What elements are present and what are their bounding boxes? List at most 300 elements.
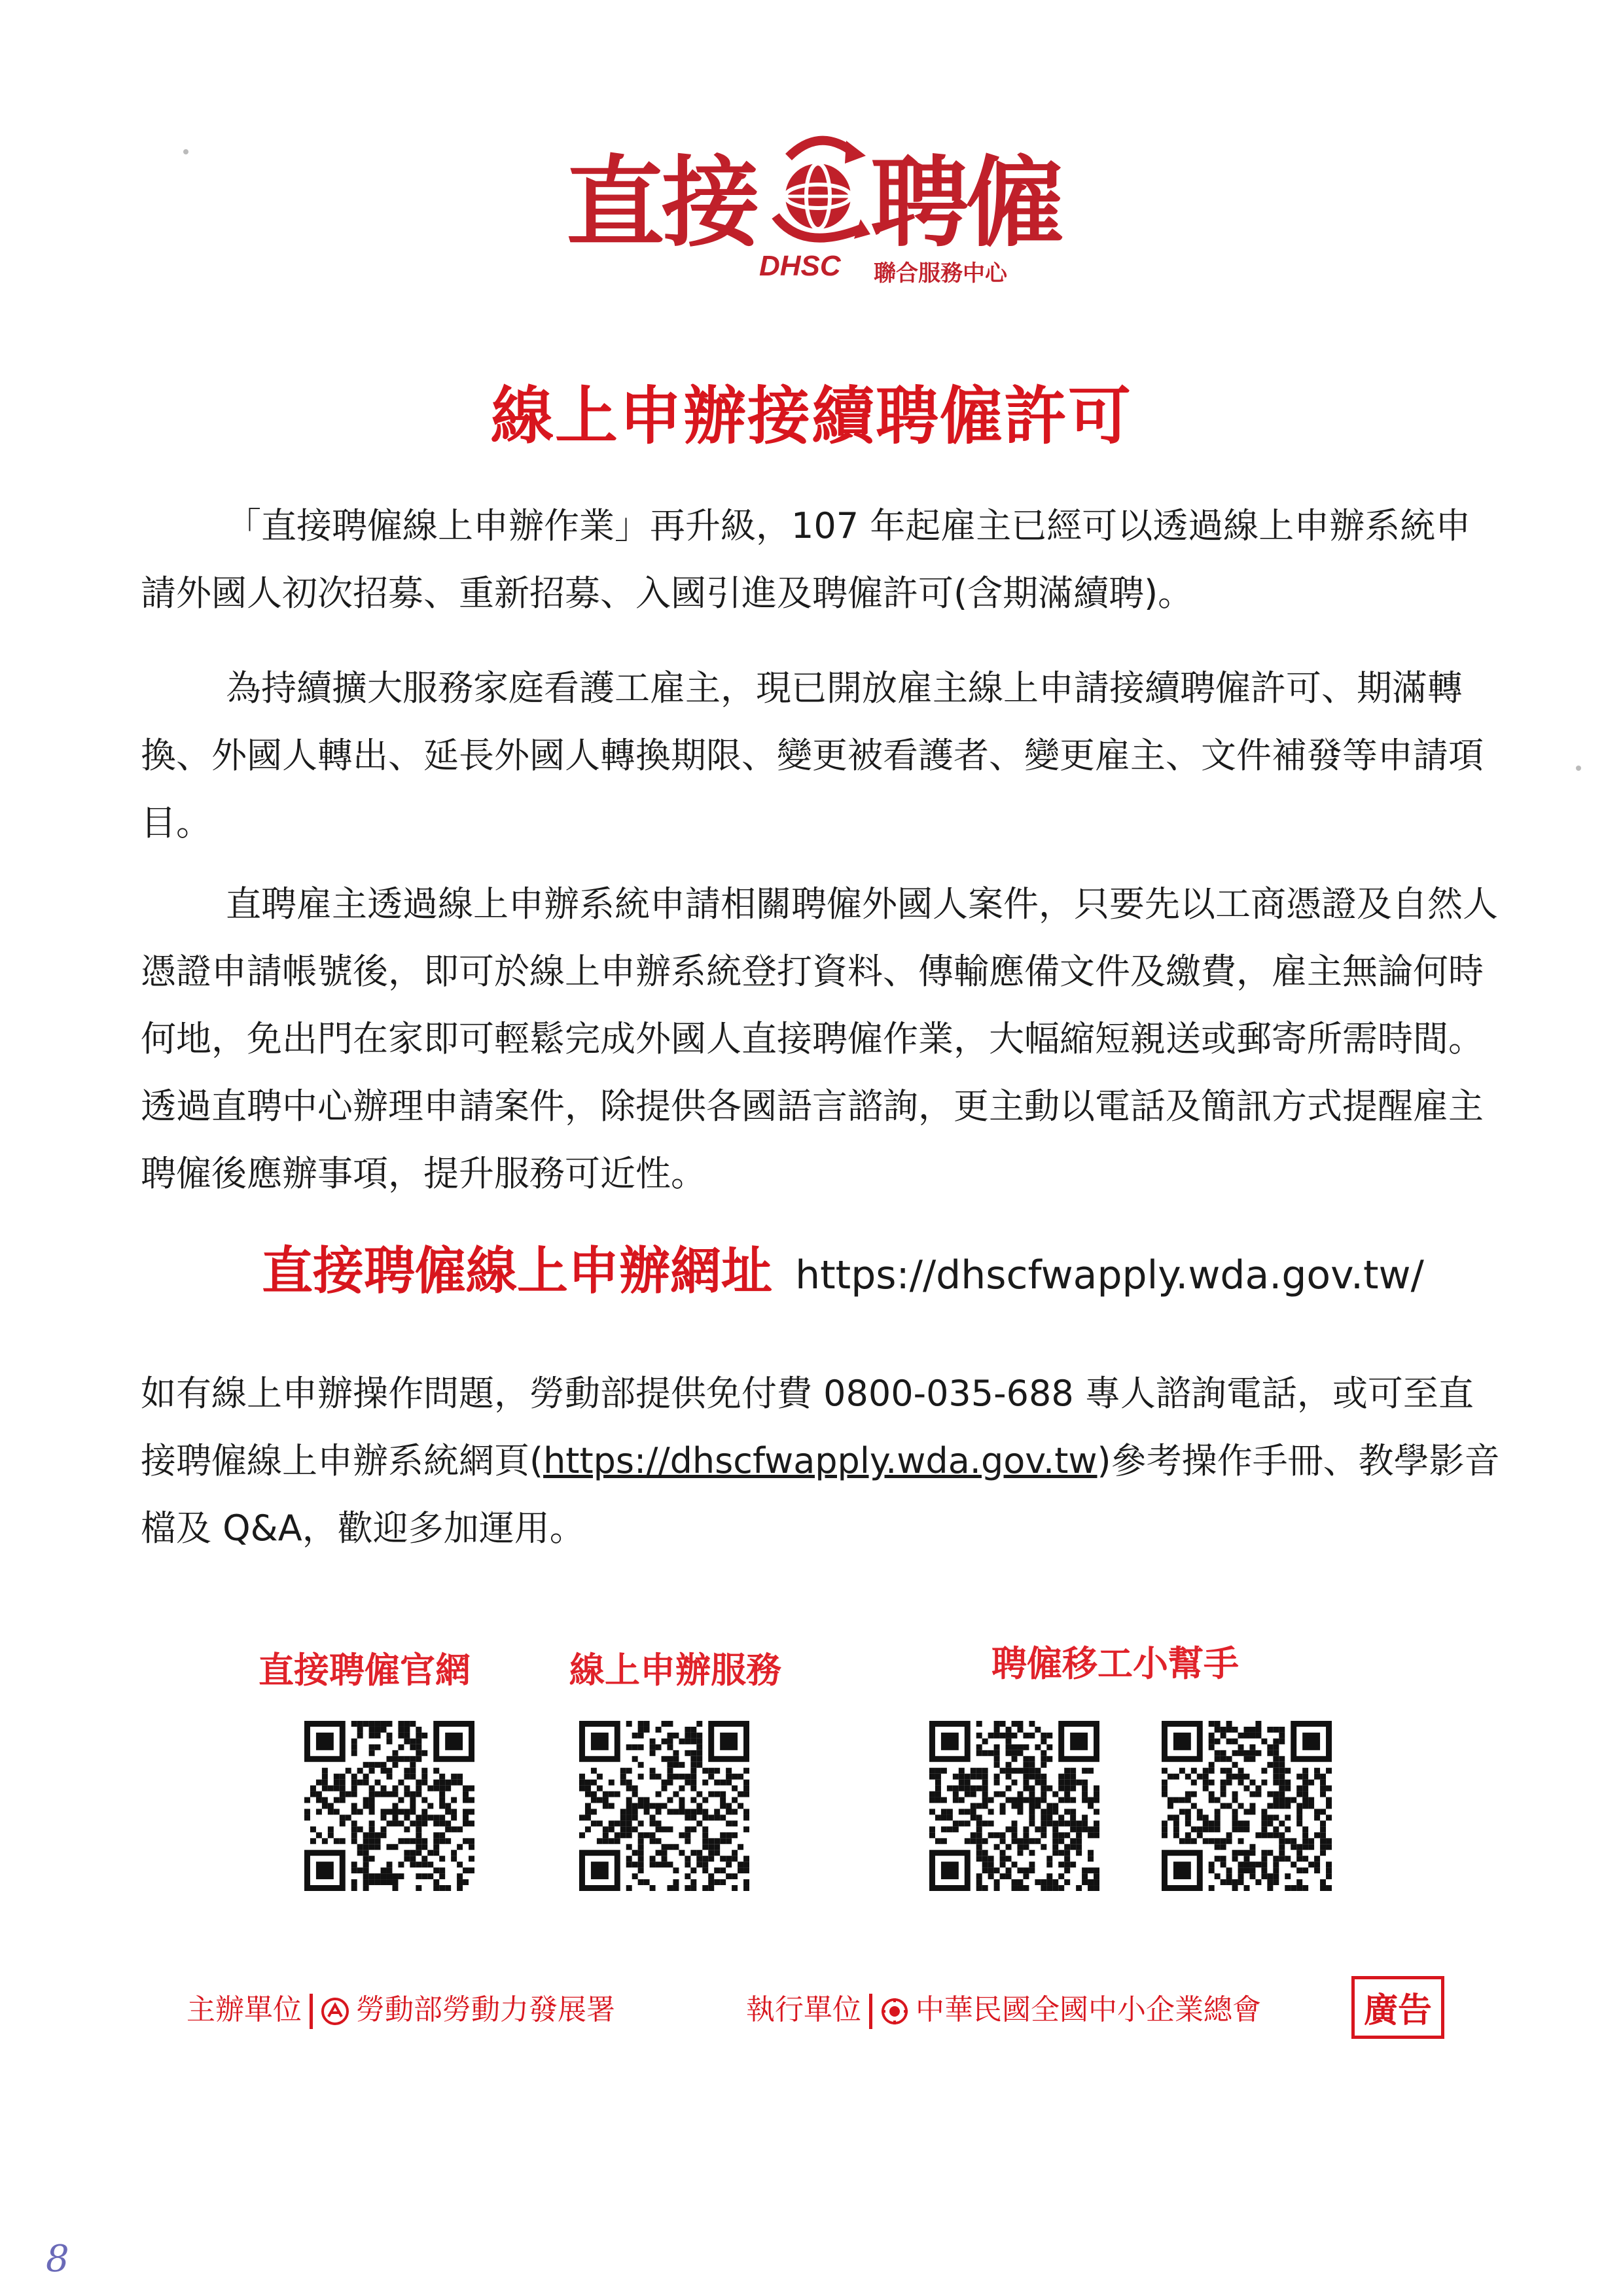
qr-module xyxy=(988,1856,994,1862)
qr-module xyxy=(679,1786,685,1792)
qr-module xyxy=(971,1774,976,1780)
qr-module xyxy=(1285,1814,1291,1820)
qr-module xyxy=(357,1844,363,1850)
qr-module xyxy=(1094,1809,1099,1814)
qr-module xyxy=(1296,1786,1302,1792)
qr-module xyxy=(994,1780,1000,1786)
qr-module xyxy=(1041,1814,1046,1820)
qr-module xyxy=(1012,1733,1018,1739)
qr-module xyxy=(673,1792,679,1797)
qr-module xyxy=(351,1786,357,1792)
qr-module xyxy=(1279,1768,1285,1774)
qr-module xyxy=(982,1803,988,1809)
qr-module xyxy=(416,1750,421,1756)
qr-module xyxy=(1314,1832,1320,1838)
qr-module xyxy=(316,1797,322,1803)
qr-module xyxy=(1279,1774,1285,1780)
qr-module xyxy=(1029,1733,1035,1739)
qr-module xyxy=(421,1768,427,1774)
qr-module xyxy=(679,1809,685,1814)
qr-module xyxy=(591,1780,597,1786)
qr-module xyxy=(994,1744,1000,1750)
qr-module xyxy=(457,1879,463,1885)
qr-module xyxy=(1209,1739,1215,1744)
qr-module xyxy=(1064,1844,1070,1850)
qr-module xyxy=(947,1826,953,1832)
qr-module xyxy=(1041,1832,1046,1838)
qr-module xyxy=(1162,1832,1168,1838)
qr-module xyxy=(935,1797,941,1803)
qr-module xyxy=(1094,1826,1099,1832)
qr-module xyxy=(1203,1838,1209,1844)
footer-organizer xyxy=(187,1986,615,2029)
qr-module xyxy=(363,1885,369,1891)
qr-module xyxy=(994,1733,1000,1739)
qr-module xyxy=(579,1780,585,1786)
qr-module xyxy=(971,1803,976,1809)
logo-text-left: 直接 xyxy=(566,145,758,260)
qr-module xyxy=(469,1786,474,1792)
qr-code-icon[interactable] xyxy=(1162,1721,1332,1891)
qr-module xyxy=(690,1826,696,1832)
qr-module xyxy=(410,1838,416,1844)
qr-module xyxy=(1006,1856,1012,1862)
qr-module xyxy=(585,1786,591,1792)
qr-module xyxy=(1029,1792,1035,1797)
qr-module xyxy=(1285,1838,1291,1844)
qr-module xyxy=(1070,1862,1076,1867)
qr-module xyxy=(1320,1850,1326,1856)
qr-module xyxy=(685,1856,690,1862)
qr-module xyxy=(369,1838,375,1844)
qr-module xyxy=(1023,1774,1029,1780)
qr-module xyxy=(1041,1762,1046,1768)
qr-module xyxy=(988,1750,994,1756)
qr-module xyxy=(421,1774,427,1780)
qr-module xyxy=(1094,1820,1099,1826)
qr-module xyxy=(708,1774,714,1780)
qr-module xyxy=(690,1885,696,1891)
url-link[interactable]: https://dhscfwapply.wda.gov.tw/ xyxy=(795,1252,1424,1298)
qr-module xyxy=(667,1744,673,1750)
qr-module xyxy=(1000,1809,1006,1814)
qr-module xyxy=(720,1797,726,1803)
qr-module xyxy=(615,1838,620,1844)
qr-module xyxy=(1052,1820,1058,1826)
qr-module xyxy=(632,1744,638,1750)
qr-module xyxy=(708,1856,714,1862)
qr-module xyxy=(310,1786,316,1792)
qr-module xyxy=(439,1832,445,1838)
qr-module xyxy=(714,1838,720,1844)
qr-module xyxy=(959,1786,965,1792)
qr-module xyxy=(1267,1744,1273,1750)
qr-module xyxy=(369,1856,375,1862)
qr-title-helper: 聘僱移工小幫手 xyxy=(991,1643,1239,1684)
qr-module xyxy=(1173,1826,1179,1832)
qr-module xyxy=(1006,1797,1012,1803)
qr-module xyxy=(357,1867,363,1873)
qr-module xyxy=(632,1733,638,1739)
qr-module xyxy=(632,1792,638,1797)
qr-module xyxy=(603,1803,609,1809)
qr-module xyxy=(369,1820,375,1826)
qr-module xyxy=(375,1838,381,1844)
qr-module xyxy=(953,1820,959,1826)
qr-module xyxy=(1082,1780,1088,1786)
qr-module xyxy=(416,1862,421,1867)
qr-module xyxy=(1285,1856,1291,1862)
qr-module xyxy=(387,1820,393,1826)
qr-module xyxy=(1168,1774,1173,1780)
qr-module xyxy=(696,1733,702,1739)
qr-module xyxy=(935,1780,941,1786)
qr-module xyxy=(439,1838,445,1844)
qr-module xyxy=(328,1826,334,1832)
qr-module xyxy=(1249,1756,1255,1762)
qr-module xyxy=(1302,1826,1308,1832)
qr-module xyxy=(732,1786,738,1792)
qr-module xyxy=(585,1809,591,1814)
qr-module xyxy=(685,1733,690,1739)
qr-module xyxy=(696,1809,702,1814)
qr-module xyxy=(457,1774,463,1780)
qr-module xyxy=(387,1739,393,1744)
paragraph-intro: 「直接聘僱線上申辦作業」再升級，107 年起雇主已經可以透過線上申辦系統申請外國人初次招募、重新招募、入國引進及聘僱許可(含期滿續聘)。 xyxy=(141,505,1471,614)
qr-module xyxy=(1221,1733,1226,1739)
qr-module xyxy=(1273,1768,1279,1774)
page-title: 線上申辦接續聘僱許可 xyxy=(491,380,1132,453)
qr-module xyxy=(1308,1803,1314,1809)
qr-module xyxy=(1226,1838,1232,1844)
qr-module xyxy=(398,1820,404,1826)
qr-module xyxy=(1082,1879,1088,1885)
qr-module xyxy=(1064,1780,1070,1786)
qr-module xyxy=(650,1774,656,1780)
qr-module xyxy=(404,1838,410,1844)
qr-module xyxy=(1070,1768,1076,1774)
qr-module xyxy=(743,1780,749,1786)
qr-module xyxy=(1012,1744,1018,1750)
qr-module xyxy=(597,1774,603,1780)
qr-module xyxy=(375,1792,381,1797)
qr-module xyxy=(463,1814,469,1820)
qr-module xyxy=(994,1844,1000,1850)
qr-module xyxy=(685,1774,690,1780)
qr-module xyxy=(421,1838,427,1844)
qr-module xyxy=(644,1721,650,1727)
qr-module xyxy=(929,1809,935,1814)
qr-module xyxy=(690,1774,696,1780)
logo-dhsc-text: DHSC xyxy=(759,250,841,282)
qr-module xyxy=(673,1750,679,1756)
qr-module xyxy=(1291,1797,1296,1803)
divider xyxy=(310,1994,313,2029)
qr-module xyxy=(1308,1780,1314,1786)
qr-module xyxy=(667,1768,673,1774)
qr-module xyxy=(1238,1744,1244,1750)
qr-module xyxy=(1267,1762,1273,1768)
qr-module xyxy=(976,1820,982,1826)
qr-code-icon[interactable] xyxy=(579,1721,749,1891)
qr-module xyxy=(1006,1727,1012,1733)
qr-module xyxy=(726,1862,732,1867)
qr-module xyxy=(1017,1797,1023,1803)
qr-module xyxy=(632,1786,638,1792)
qr-module xyxy=(1017,1838,1023,1844)
qr-module xyxy=(1215,1838,1221,1844)
qr-module xyxy=(620,1768,626,1774)
qr-module xyxy=(1302,1803,1308,1809)
qr-module xyxy=(421,1844,427,1850)
qr-module xyxy=(381,1826,387,1832)
qr-module xyxy=(1041,1733,1046,1739)
qr-module xyxy=(1215,1756,1221,1762)
qr-module xyxy=(743,1867,749,1873)
qr-module xyxy=(1006,1733,1012,1739)
qr-module xyxy=(1238,1733,1244,1739)
qr-module xyxy=(1046,1879,1052,1885)
qr-module xyxy=(1255,1750,1261,1756)
qr-module xyxy=(971,1792,976,1797)
qr-module xyxy=(1314,1774,1320,1780)
qr-module xyxy=(1191,1838,1197,1844)
qr-module xyxy=(1273,1797,1279,1803)
qr-module xyxy=(620,1774,626,1780)
qr-module xyxy=(708,1814,714,1820)
qr-module xyxy=(690,1727,696,1733)
qr-module xyxy=(603,1838,609,1844)
qr-module xyxy=(1279,1780,1285,1786)
qr-module xyxy=(1082,1797,1088,1803)
qr-module xyxy=(662,1803,668,1809)
logo-subtitle: 聯合服務中心 xyxy=(874,260,1007,287)
qr-module xyxy=(469,1820,474,1826)
qr-module xyxy=(1215,1809,1221,1814)
qr-module xyxy=(1267,1850,1273,1856)
qr-module xyxy=(690,1814,696,1820)
qr-module xyxy=(965,1780,971,1786)
qr-module xyxy=(1285,1826,1291,1832)
qr-module xyxy=(340,1838,346,1844)
qr-module xyxy=(1082,1786,1088,1792)
qr-module xyxy=(935,1814,941,1820)
qr-module xyxy=(1185,1820,1191,1826)
qr-module xyxy=(696,1850,702,1856)
qr-module xyxy=(1035,1774,1041,1780)
qr-module xyxy=(1041,1750,1046,1756)
qr-module xyxy=(1179,1797,1185,1803)
url-section xyxy=(262,1230,1424,1303)
qr-module xyxy=(363,1721,369,1727)
qr-module xyxy=(953,1786,959,1792)
qr-module xyxy=(1261,1768,1267,1774)
qr-module xyxy=(357,1727,363,1733)
qr-module xyxy=(1173,1820,1179,1826)
qr-module xyxy=(1000,1856,1006,1862)
qr-module xyxy=(381,1814,387,1820)
qr-module xyxy=(959,1809,965,1814)
qr-module xyxy=(316,1809,322,1814)
qr-module xyxy=(1029,1850,1035,1856)
qr-module xyxy=(714,1768,720,1774)
system-link[interactable]: https://dhscfwapply.wda.gov.tw xyxy=(543,1440,1097,1481)
qr-module xyxy=(427,1803,433,1809)
qr-module xyxy=(375,1844,381,1850)
qr-module xyxy=(685,1885,690,1891)
qr-module xyxy=(685,1826,690,1832)
qr-module xyxy=(451,1814,457,1820)
qr-module xyxy=(1273,1780,1279,1786)
qr-module xyxy=(1191,1792,1197,1797)
qr-module xyxy=(1267,1803,1273,1809)
qr-module xyxy=(1238,1820,1244,1826)
qr-module xyxy=(1291,1862,1296,1867)
qr-module xyxy=(1017,1844,1023,1850)
qr-module xyxy=(375,1780,381,1786)
qr-module xyxy=(1041,1820,1046,1826)
qr-module xyxy=(638,1867,644,1873)
url-label: 直接聘僱線上申辦網址 xyxy=(262,1242,773,1301)
qr-module xyxy=(702,1862,708,1867)
qr-module xyxy=(1255,1862,1261,1867)
qr-module xyxy=(351,1792,357,1797)
qr-module xyxy=(656,1774,662,1780)
qr-module xyxy=(1215,1797,1221,1803)
qr-module xyxy=(685,1814,690,1820)
qr-module xyxy=(1162,1780,1168,1786)
qr-module xyxy=(1273,1792,1279,1797)
qr-module xyxy=(1285,1768,1291,1774)
qr-module xyxy=(398,1756,404,1762)
qr-module xyxy=(720,1867,726,1873)
qr-module xyxy=(673,1867,679,1873)
qr-module xyxy=(994,1721,1000,1727)
qr-module xyxy=(1012,1879,1018,1885)
qr-module xyxy=(1076,1885,1082,1891)
qr-module xyxy=(1029,1797,1035,1803)
qr-finder-pattern xyxy=(1302,1733,1320,1750)
qr-module xyxy=(941,1814,947,1820)
qr-module xyxy=(690,1762,696,1768)
qr-module xyxy=(387,1809,393,1814)
qr-module xyxy=(726,1774,732,1780)
qr-module xyxy=(976,1814,982,1820)
qr-module xyxy=(1279,1838,1285,1844)
qr-module xyxy=(1029,1809,1035,1814)
qr-module xyxy=(1285,1786,1291,1792)
wda-emblem-icon xyxy=(321,1997,349,2026)
qr-module xyxy=(1035,1768,1041,1774)
qr-module xyxy=(433,1768,439,1774)
qr-module xyxy=(1088,1885,1094,1891)
qr-module xyxy=(1058,1774,1064,1780)
qr-module xyxy=(1232,1850,1238,1856)
qr-module xyxy=(1041,1844,1046,1850)
qr-module xyxy=(1209,1768,1215,1774)
qr-module xyxy=(1232,1750,1238,1756)
qr-module xyxy=(1012,1826,1018,1832)
qr-module xyxy=(1006,1844,1012,1850)
qr-module xyxy=(398,1727,404,1733)
qr-module xyxy=(644,1727,650,1733)
qr-module xyxy=(626,1856,632,1862)
qr-module xyxy=(994,1762,1000,1768)
qr-module xyxy=(626,1768,632,1774)
qr-module xyxy=(1238,1774,1244,1780)
qr-module xyxy=(1221,1792,1226,1797)
qr-module xyxy=(1185,1797,1191,1803)
qr-module xyxy=(1302,1780,1308,1786)
qr-module xyxy=(410,1792,416,1797)
sme-emblem-icon xyxy=(880,1997,909,2026)
qr-module xyxy=(667,1733,673,1739)
qr-module xyxy=(1197,1832,1203,1838)
qr-module xyxy=(351,1721,357,1727)
qr-module xyxy=(363,1862,369,1867)
qr-module xyxy=(738,1803,743,1809)
qr-module xyxy=(673,1809,679,1814)
qr-module xyxy=(656,1809,662,1814)
qr-module xyxy=(1244,1850,1250,1856)
qr-module xyxy=(976,1774,982,1780)
qr-module xyxy=(1226,1727,1232,1733)
qr-code-icon[interactable] xyxy=(304,1721,474,1891)
qr-module xyxy=(1302,1838,1308,1844)
qr-module xyxy=(714,1867,720,1873)
qr-module xyxy=(445,1885,451,1891)
qr-module xyxy=(953,1792,959,1797)
qr-module xyxy=(421,1856,427,1862)
qr-module xyxy=(650,1744,656,1750)
qr-module xyxy=(1320,1809,1326,1814)
qr-module xyxy=(994,1879,1000,1885)
qr-module xyxy=(982,1739,988,1744)
qr-module xyxy=(410,1862,416,1867)
qr-module xyxy=(988,1820,994,1826)
qr-module xyxy=(638,1832,644,1838)
qr-module xyxy=(650,1814,656,1820)
qr-module xyxy=(1006,1873,1012,1879)
qr-module xyxy=(1185,1838,1191,1844)
qr-module xyxy=(346,1792,351,1797)
qr-module xyxy=(1046,1733,1052,1739)
qr-code-icon[interactable] xyxy=(929,1721,1099,1891)
qr-module xyxy=(679,1739,685,1744)
qr-module xyxy=(1035,1803,1041,1809)
qr-module xyxy=(1197,1774,1203,1780)
qr-module xyxy=(404,1792,410,1797)
qr-module xyxy=(410,1803,416,1809)
qr-module xyxy=(404,1727,410,1733)
qr-module xyxy=(1070,1838,1076,1844)
qr-module xyxy=(1070,1774,1076,1780)
qr-module xyxy=(929,1792,935,1797)
qr-module xyxy=(982,1780,988,1786)
qr-module xyxy=(1296,1885,1302,1891)
executor-name: 中華民國全國中小企業總會 xyxy=(916,1993,1261,2026)
qr-module xyxy=(1029,1768,1035,1774)
qr-module xyxy=(1320,1792,1326,1797)
qr-module xyxy=(1244,1885,1250,1891)
qr-module xyxy=(597,1786,603,1792)
qr-module xyxy=(1255,1832,1261,1838)
qr-module xyxy=(1070,1844,1076,1850)
qr-module xyxy=(433,1780,439,1786)
qr-module xyxy=(1058,1797,1064,1803)
qr-module xyxy=(743,1856,749,1862)
qr-module xyxy=(392,1809,398,1814)
